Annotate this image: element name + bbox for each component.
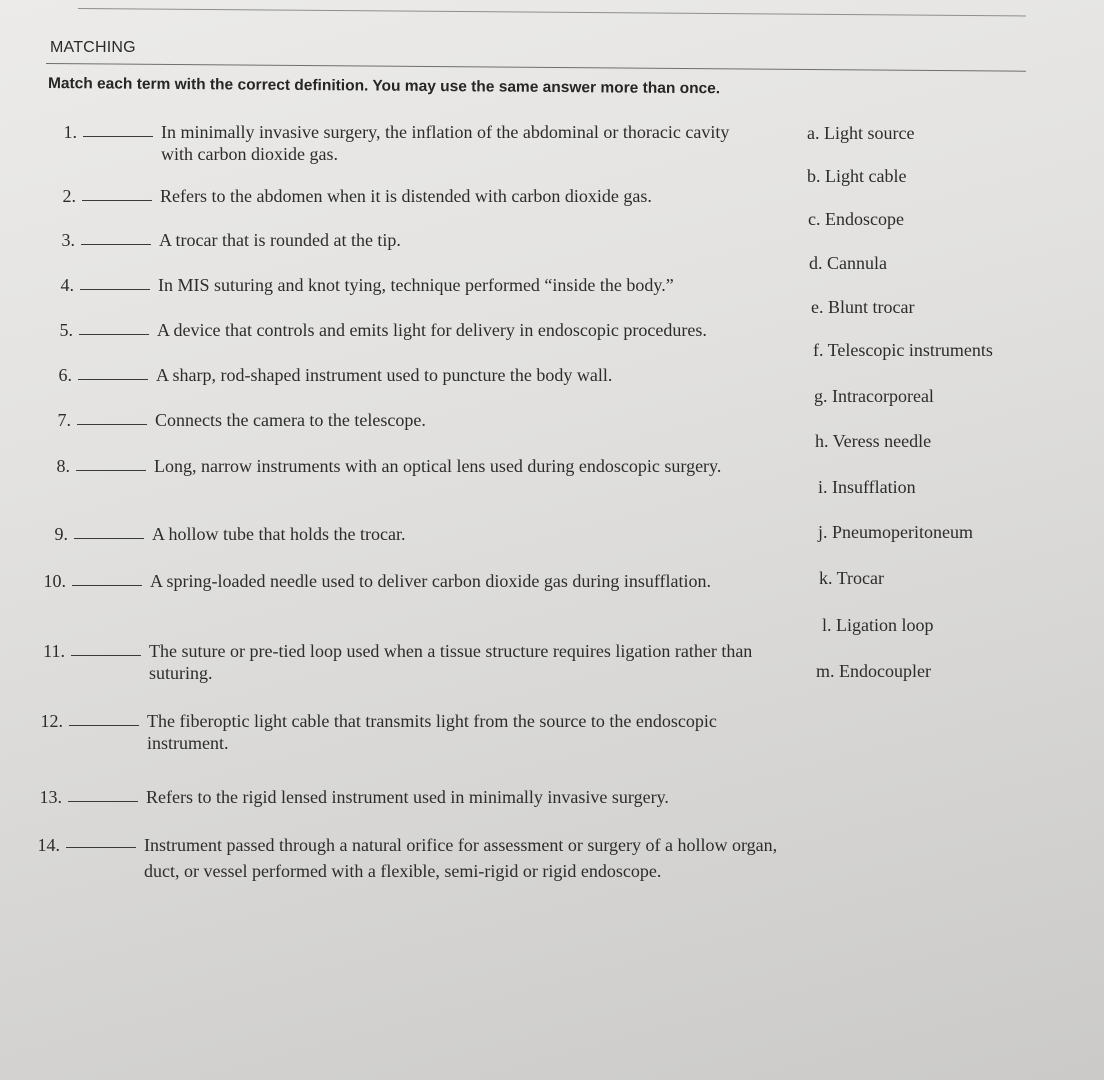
option-f: f. Telescopic instruments [813,340,993,360]
option-d: d. Cannula [809,253,887,273]
option-a: a. Light source [807,123,915,143]
item-9 [54,523,792,545]
section-title: MATCHING [50,39,136,56]
item-number: 13. [39,787,62,807]
item-number: 9. [54,524,68,544]
answer-blank[interactable] [77,424,147,425]
item-definition: Refers to the rigid lensed instrument used in minimally invasive surgery. [146,787,669,807]
item-definition: The fiberoptic light cable that transmits light from the source to the endoscopic instrument. [147,711,717,753]
item-number: 7. [57,410,71,430]
item-number: 14. [37,835,60,855]
item-4 [60,274,798,296]
answer-blank[interactable] [68,801,138,802]
item-definition: In MIS suturing and knot tying, technique performed “inside the body.” [158,275,674,295]
item-definition: Instrument passed through a natural orifice for assessment or surgery of a hollow organ, duct, or vessel performed with a flexible, semi-rigid or rigid endoscope. [144,835,778,881]
answer-blank[interactable] [76,470,146,471]
answer-blank[interactable] [74,538,144,539]
option-e: e. Blunt trocar [811,297,915,317]
option-i: i. Insufflation [818,477,916,497]
item-definition: A spring-loaded needle used to deliver carbon dioxide gas during insufflation. [150,571,712,591]
item-12 [40,710,747,754]
item-number: 3. [61,230,75,250]
answer-blank[interactable] [79,334,149,335]
answer-blank[interactable] [78,379,148,380]
answer-blank[interactable] [83,136,153,137]
item-1 [63,121,761,165]
item-definition: Connects the camera to the telescope. [155,410,426,430]
option-c: c. Endoscope [808,209,904,229]
item-number: 6. [58,365,72,385]
answer-blank[interactable] [82,200,152,201]
item-number: 1. [63,122,77,142]
answer-blank[interactable] [72,585,142,586]
option-b: b. Light cable [807,166,907,186]
option-k: k. Trocar [819,568,885,588]
option-l: l. Ligation loop [822,615,934,635]
item-11 [43,640,779,684]
item-6 [58,364,796,386]
item-14 [37,832,804,884]
instructions: Match each term with the correct definition. You may use the same answer more than once. [47,75,721,98]
option-g: g. Intracorporeal [814,386,934,406]
answer-blank[interactable] [71,655,141,656]
item-8 [56,455,754,477]
option-m: m. Endocoupler [816,661,931,681]
item-definition: Long, narrow instruments with an optical lens used during endoscopic surgery. [154,456,722,476]
item-number: 11. [43,641,65,661]
item-definition: A sharp, rod-shaped instrument used to puncture the body wall. [156,365,613,385]
item-definition: A hollow tube that holds the trocar. [152,524,406,544]
answer-blank[interactable] [80,289,150,290]
item-number: 5. [59,320,73,340]
top-rule [78,8,1026,16]
option-h: h. Veress needle [815,431,932,451]
item-number: 10. [43,571,66,591]
item-definition: The suture or pre-tied loop used when a tissue structure requires ligation rather than suturing. [149,641,753,683]
answer-blank[interactable] [69,725,139,726]
item-definition: A trocar that is rounded at the tip. [159,230,401,250]
item-definition: A device that controls and emits light for delivery in endoscopic procedures. [157,320,707,340]
answer-blank[interactable] [81,244,151,245]
item-2 [62,185,800,207]
item-5 [59,319,817,341]
item-number: 8. [56,456,70,476]
option-j: j. Pneumoperitoneum [818,522,973,542]
item-number: 4. [60,275,74,295]
item-definition: Refers to the abdomen when it is distended with carbon dioxide gas. [160,186,652,206]
item-13 [39,786,806,808]
item-number: 12. [40,711,63,731]
answer-blank[interactable] [66,847,136,848]
item-number: 2. [62,186,76,206]
item-7 [57,409,795,431]
item-3 [61,229,799,251]
item-10 [43,570,730,592]
title-rule [46,63,1026,72]
item-definition: In minimally invasive surgery, the inflation of the abdominal or thoracic cavity with carbon dioxide gas. [161,122,730,164]
